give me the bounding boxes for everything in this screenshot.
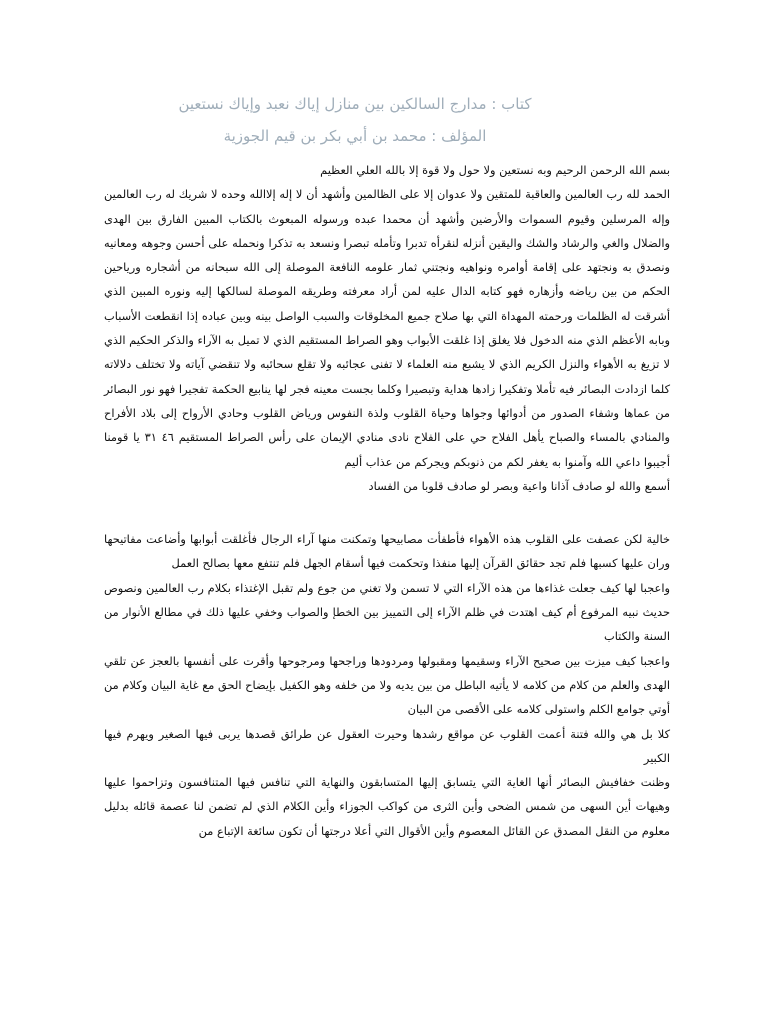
body-paragraph: وظنت خفافيش البصائر أنها الغاية التي يتسابق إليها المتسابقون والنهاية التي تنافس فيها المتنافسون وتزاحموا عليها وهيهات أين السهى من شمس الضحى وأين الثرى من كواكب الجوزاء وأين الكلام الذي لم تضمن لنا عصمة قائله بدليل معلوم من النقل المصدق عن القائل المعصوم وأين الأقوال التي أعلا درجتها أن تكون سائغة الإتباع من [104, 775, 670, 838]
body-paragraph: واعجبا لها كيف جعلت غذاءها من هذه الآراء التي لا تسمن ولا تغني من جوع ولم تقبل الإغتذاء بكلام رب العالمين ونصوص حديث نبيه المرفوع أم كيف اهتدت في ظلم الآراء إلى التمييز بين الخطإ والصواب وخفي عليها ذلك في مطالع الأنوار من السنة والكتاب [104, 580, 670, 644]
paragraph-gap [104, 498, 670, 527]
body-paragraph: كلا بل هي والله فتنة أعمت القلوب عن مواقع رشدها وحيرت العقول عن طرائق قصدها يربى فيها الصغير ويهرم فيها الكبير [104, 726, 670, 765]
document-body [104, 158, 670, 843]
basmala-paragraph: بسم الله الرحمن الرحيم وبه نستعين ولا حول ولا قوة إلا بالله العلي العظيم [320, 163, 670, 177]
body-paragraph: أسمع والله لو صادف آذانا واعية وبصر لو صادف قلوبا من الفساد [368, 478, 670, 493]
author-line: المؤلف : محمد بن أبي بكر بن قيم الجوزية [223, 127, 487, 145]
body-paragraph: واعجبا كيف ميزت بين صحيح الآراء وسقيمها ومقبولها ومردودها وراجحها ومرجوحها وأقرت على أنفسها بالعجز عن تلقي الهدى والعلم من كلام من كلامه لا يأتيه الباطل من بين يديه ولا من خلفه وهو الكفيل بإيضاح الحق مع غاية البيان وكلام من أوتي جوامع الكلم واستولى كلامه على الأقصى من البيان [104, 653, 670, 717]
book-title: كتاب : مدارج السالكين بين منازل إياك نعبد وإياك نستعين [178, 95, 532, 113]
document-header [140, 88, 570, 152]
body-paragraph: الحمد لله رب العالمين والعاقبة للمتقين ولا عدوان إلا على الظالمين وأشهد أن لا إله إلاالله وحده لا شريك له رب العالمين وإله المرسلين وقيوم السموات والأرضين وأشهد أن محمدا عبده ورسوله المبعوث بالكتاب المبين الفارق بين الهدى والضلال والغي والرشاد والشك واليقين أنزله لنقرأه تدبرا وتأمله تبصرا ونسعد به تذكرا ونحمله على أحسن وجوهه ومعانيه ونصدق به ونجتهد على إقامة أوامره ونواهيه ونجتني ثمار علومه النافعة الموصلة إلى الله سبحانه من أشجاره ورياحين الحكم من بين رياضه وأزهاره فهو كتابه الدال عليه لمن أراد معرفته وطريقه الموصلة لسالكها إليه ونوره المبين الذي أشرقت له الظلمات ورحمته المهداة التي بها صلاح جميع المخلوقات والسبب الواصل بينه وبين عباده إذا انقطعت الأسباب وبابه الأعظم الذي منه الدخول فلا يغلق إذا غلقت الأبواب وهو الصراط المستقيم الذي لا تميل به الآراء والذكر الحكيم الذي لا تزيغ به الأهواء والنزل الكريم الذي لا يشبع منه العلماء لا تفنى عجائبه ولا تقلع سحائبه ولا تنقضي آياته ولا تختلف دلالاته كلما ازدادت البصائر فيه تأملا وتفكيرا زادها هداية وتبصيرا وكلما بجست معينه فجر لها ينابيع الحكمة تفجيرا فهو نور البصائر من عماها وشفاء الصدور من أدوائها وجواها وحياة القلوب ولذة النفوس ورياض القلوب وحادي الأرواح إلى بلاد الأفراح والمنادي بالمساء والصباح يأهل الفلاح حي على الفلاح نادى منادي الإيمان على رأس الصراط المستقيم ٤٦ ٣١ يا قومنا أجيبوا داعي الله وآمنوا به يغفر لكم من ذنوبكم ويجركم من عذاب أليم [103, 187, 670, 469]
body-paragraph: خالية لكن عصفت على القلوب هذه الأهواء فأطفأت مصابيحها وتمكنت منها آراء الرجال فأغلقت أبوابها وأضاعت مفاتيحها وران عليها كسبها فلم تجد حقائق القرآن إليها منفذا وتحكمت فيها أسقام الجهل فلم تنتفع معها بصالح العمل [104, 532, 670, 571]
